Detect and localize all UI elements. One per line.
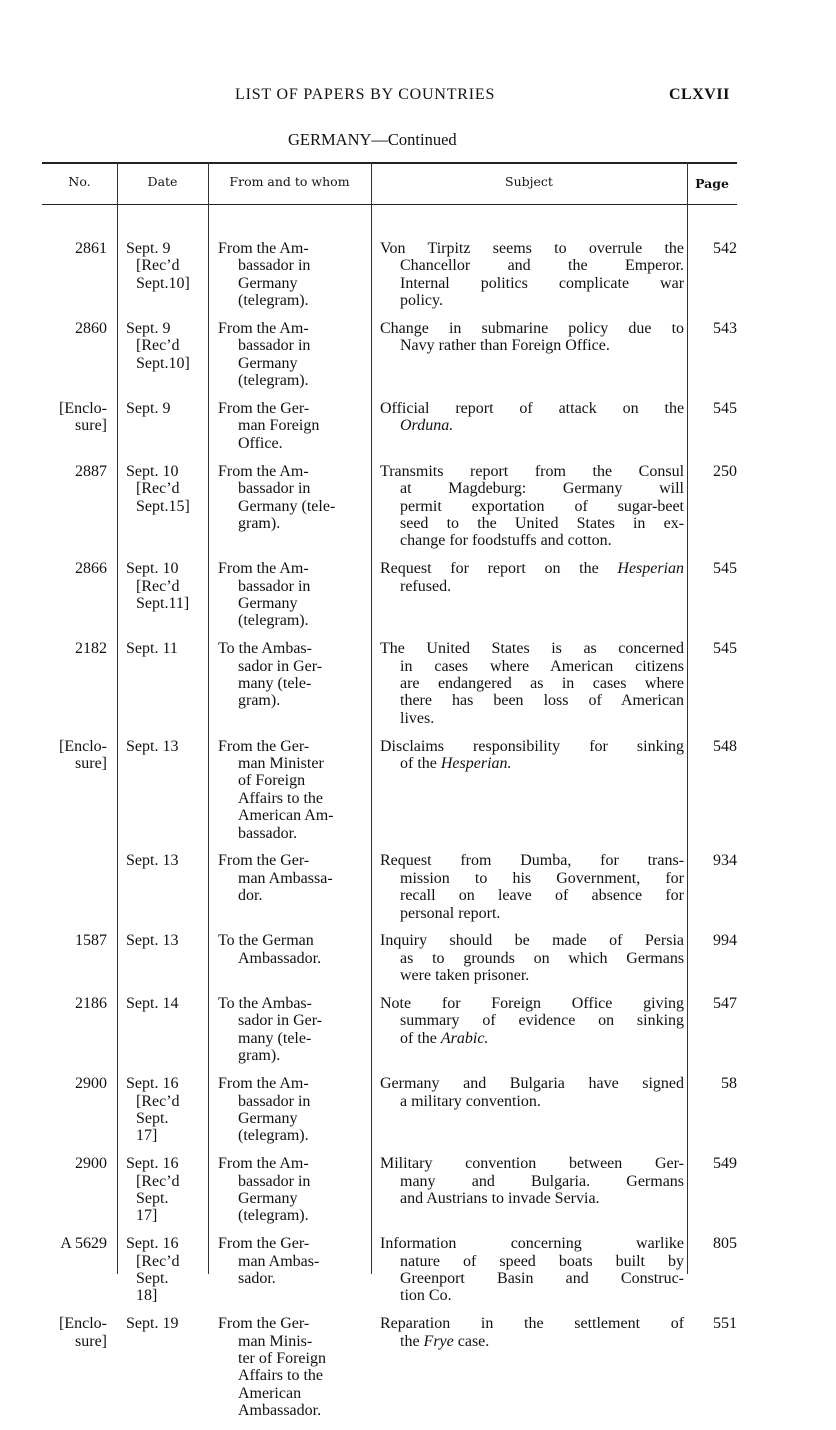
cell-from-line: American (238, 1384, 302, 1402)
cell-subject (380, 1075, 684, 1110)
page-header (0, 86, 836, 110)
cell-date (126, 463, 208, 515)
cell-date-line: Sept. (136, 1269, 169, 1287)
cell-page: 934 (713, 852, 737, 870)
column-header-subject: Subject (505, 174, 553, 189)
cell-subject (380, 560, 684, 595)
cell-from (218, 995, 368, 1065)
cell-date (126, 640, 208, 657)
cell-no (42, 560, 107, 577)
cell-from (218, 400, 368, 452)
cell-date (126, 560, 208, 612)
cell-from-line: From the Ger- (218, 1235, 310, 1253)
table-body (42, 240, 737, 1430)
cell-date-line: [Rec’d (136, 480, 180, 498)
cell-date-line: Sept. 13 (126, 737, 179, 755)
cell-date-line: Sept. 9 (126, 320, 171, 338)
table-row (42, 640, 737, 737)
cell-no-line: 2860 (75, 320, 107, 338)
cell-subject-line: mission to his Government, for (400, 869, 684, 887)
cell-date-line: Sept. 19 (126, 1315, 179, 1333)
cell-from (218, 738, 368, 842)
cell-no-line: [Enclo- (59, 737, 107, 755)
cell-date (126, 400, 208, 417)
cell-subject-line: Official report of attack on the (380, 400, 685, 418)
cell-subject-line: Reparation in the settlement of (380, 1315, 685, 1333)
cell-from-line: Office. (238, 434, 283, 452)
cell-subject-line: Orduna. (400, 417, 454, 435)
cell-from-line: (telegram). (238, 612, 309, 630)
cell-date-line: Sept. 16 (126, 1155, 179, 1173)
cell-subject-line: Request from Dumba, for trans- (380, 852, 685, 870)
table-top-rule (42, 162, 737, 164)
cell-subject-line: were taken prisoner. (400, 967, 530, 985)
cell-date (126, 1155, 208, 1225)
cell-no (42, 932, 107, 949)
cell-date (126, 1235, 208, 1305)
cell-from (218, 1315, 368, 1419)
cell-date-line: Sept. 11 (126, 640, 178, 658)
cell-from-line: man Minister (238, 755, 324, 772)
cell-from-line: Germany (238, 1189, 298, 1207)
cell-date-line: [Rec’d (136, 1092, 180, 1110)
table-row (42, 1315, 737, 1430)
cell-no (42, 400, 107, 435)
table-row (42, 932, 737, 995)
cell-from-line: From the Am- (218, 1155, 309, 1173)
cell-subject-line: policy. (400, 292, 443, 310)
cell-from-line: From the Ger- (218, 1315, 310, 1333)
cell-date-line: Sept. 9 (126, 400, 171, 418)
cell-subject-line: in cases where American citizens (400, 657, 685, 675)
cell-date-line: 17] (136, 1207, 158, 1225)
cell-date-line: 18] (136, 1287, 158, 1305)
cell-date-line: Sept. 16 (126, 1075, 179, 1093)
cell-date (126, 240, 208, 292)
table-row (42, 1235, 737, 1315)
cell-subject-line: Transmits report from the Consul (380, 462, 685, 480)
cell-subject-line: at Magdeburg: Germany will (400, 480, 684, 498)
cell-from (218, 560, 368, 630)
cell-subject-line: Change in submarine policy due to (380, 320, 685, 338)
cell-subject (380, 640, 684, 727)
cell-subject-line: Military convention between Ger- (380, 1155, 684, 1173)
cell-from-line: Germany (238, 354, 298, 372)
running-title: LIST OF PAPERS BY COUNTRIES (235, 86, 496, 103)
cell-from-line: From the Am- (218, 1075, 309, 1093)
cell-from-line: Germany (238, 594, 298, 612)
cell-no (42, 995, 107, 1012)
cell-from-line: dor. (238, 887, 263, 905)
cell-page: 549 (713, 1155, 737, 1173)
cell-subject-line: recall on leave of absence for (400, 887, 684, 905)
table-row (42, 463, 737, 560)
column-header-from: From and to whom (229, 174, 350, 189)
cell-no-line: 2186 (75, 995, 107, 1013)
cell-date-line: Sept. 13 (126, 932, 179, 950)
cell-from-line: Germany (238, 1109, 298, 1127)
cell-subject-line: summary of evidence on sinking (400, 1012, 685, 1030)
cell-page: 542 (713, 240, 737, 257)
cell-page: 58 (721, 1075, 737, 1093)
cell-from-line: sador in Ger- (238, 1012, 323, 1030)
cell-from-line: From the Ger- (218, 400, 310, 418)
cell-from-line: (telegram). (238, 1207, 309, 1225)
cell-date-line: [Rec’d (136, 1172, 180, 1190)
cell-subject-line: personal report. (400, 904, 501, 922)
cell-no-line: 2887 (75, 462, 107, 480)
section-title: GERMANY—Continued (288, 130, 457, 149)
cell-subject-line: there has been loss of American (400, 692, 685, 710)
cell-no-line: sure] (75, 755, 107, 772)
cell-date (126, 1315, 208, 1332)
cell-no-line: [Enclo- (59, 1315, 107, 1333)
cell-subject-line: permit exportation of sugar-beet (400, 497, 684, 515)
table-row (42, 995, 737, 1075)
cell-subject (380, 400, 684, 435)
cell-subject-line: are endangered as in cases where (400, 674, 685, 692)
cell-from-line: ter of Foreign (238, 1350, 326, 1368)
cell-page: 545 (713, 640, 737, 658)
cell-date-line: Sept. 14 (126, 995, 179, 1013)
cell-date-line: Sept. (136, 1189, 169, 1207)
cell-no (42, 738, 107, 773)
cell-subject-line: Note for Foreign Office giving (380, 995, 685, 1013)
cell-date-line: Sept. 10 (126, 560, 179, 578)
cell-subject-line: The United States is as concerned (380, 640, 685, 658)
column-header-date: Date (147, 174, 178, 189)
table-row (42, 1075, 737, 1155)
cell-from (218, 932, 368, 967)
cell-date-line: Sept.15] (136, 497, 190, 515)
cell-no-line: 2900 (75, 1075, 107, 1093)
cell-from-line: From the Ger- (218, 737, 310, 755)
cell-subject-line: lives. (400, 709, 435, 727)
cell-no-line: A 5629 (60, 1235, 107, 1253)
cell-from-line: To the German (218, 932, 314, 950)
cell-from-line: bassador in (238, 1092, 311, 1110)
cell-from-line: From the Ger- (218, 852, 310, 870)
cell-subject-line: Germany and Bulgaria have signed (380, 1075, 685, 1093)
cell-date (126, 995, 208, 1012)
cell-date (126, 932, 208, 949)
papers-table (42, 162, 737, 1420)
cell-date-line: [Rec’d (136, 1252, 180, 1270)
cell-from-line: sador. (238, 1269, 276, 1287)
cell-subject (380, 320, 684, 355)
table-row (42, 400, 737, 463)
cell-subject-line: Von Tirpitz seems to overrule the (380, 240, 685, 257)
cell-from-line: gram). (238, 1047, 281, 1065)
table-row (42, 240, 737, 320)
cell-subject (380, 932, 684, 984)
column-header-no: No. (68, 174, 91, 189)
cell-subject-line: tion Co. (400, 1287, 452, 1305)
cell-subject-line: many and Bulgaria. Germans (400, 1172, 685, 1190)
cell-no (42, 463, 107, 480)
cell-page: 545 (713, 400, 737, 418)
cell-subject-line: as to grounds on which Germans (400, 949, 685, 967)
cell-subject-line: Internal politics complicate war (400, 274, 685, 292)
cell-date-line: [Rec’d (136, 257, 180, 275)
cell-subject (380, 1315, 684, 1350)
cell-from-line: bassador. (238, 824, 298, 842)
cell-from-line: gram). (238, 692, 281, 710)
cell-from-line: From the Am- (218, 462, 309, 480)
cell-from (218, 1075, 368, 1145)
cell-page: 547 (713, 995, 737, 1013)
cell-from-line: man Ambassa- (238, 869, 333, 887)
cell-date-line: Sept. 16 (126, 1235, 179, 1253)
cell-subject-line: Chancellor and the Emperor. (400, 257, 685, 275)
cell-from-line: Ambassador. (238, 949, 322, 967)
cell-from-line: Affairs to the (238, 1367, 324, 1385)
cell-subject-line: Information concerning warlike (380, 1235, 685, 1253)
cell-no-line: 1587 (75, 932, 107, 950)
cell-subject-line: change for foodstuffs and cotton. (400, 532, 612, 550)
cell-subject-line: of the Hesperian. (400, 755, 512, 772)
cell-date (126, 320, 208, 372)
cell-from-line: sador in Ger- (238, 657, 323, 675)
cell-subject-line: Request for report on the Hesperian (380, 560, 685, 578)
cell-from-line: From the Am- (218, 560, 309, 578)
cell-no-line: sure] (75, 1332, 107, 1350)
cell-from-line: From the Am- (218, 240, 309, 257)
column-header-page: Page (695, 176, 729, 191)
table-row (42, 560, 737, 640)
cell-subject-line: of the Arabic. (400, 1029, 489, 1047)
cell-page: 250 (713, 462, 737, 480)
table-row (42, 320, 737, 400)
cell-no-line: 2861 (75, 240, 107, 257)
cell-from-line: Germany (tele- (238, 497, 336, 515)
cell-no (42, 1315, 107, 1350)
cell-no (42, 1235, 107, 1252)
cell-subject-line: a military convention. (400, 1092, 541, 1110)
cell-no (42, 1075, 107, 1092)
cell-from-line: American Am- (238, 807, 334, 825)
table-header-rule (42, 204, 737, 205)
cell-subject-line: seed to the United States in ex- (400, 514, 685, 532)
cell-from (218, 852, 368, 904)
cell-no (42, 240, 107, 257)
cell-from-line: many (tele- (238, 1029, 312, 1047)
cell-subject (380, 240, 684, 310)
cell-from (218, 463, 368, 533)
cell-subject-line: Navy rather than Foreign Office. (400, 337, 610, 355)
cell-date-line: Sept.10] (136, 354, 190, 372)
cell-from-line: From the Am- (218, 320, 309, 338)
cell-subject (380, 463, 684, 550)
cell-page: 994 (713, 932, 737, 950)
cell-from-line: Germany (238, 274, 298, 292)
cell-from-line: gram). (238, 514, 281, 532)
cell-page: 551 (713, 1315, 737, 1333)
cell-from (218, 240, 368, 310)
cell-subject-line: the Frye case. (400, 1332, 490, 1350)
cell-from-line: many (tele- (238, 674, 312, 692)
cell-no (42, 1155, 107, 1172)
cell-date (126, 852, 208, 869)
cell-from-line: To the Ambas- (218, 995, 312, 1013)
cell-subject-line: Inquiry should be made of Persia (380, 932, 685, 950)
cell-from-line: (telegram). (238, 292, 309, 310)
cell-page: 543 (713, 320, 737, 338)
table-row (42, 738, 737, 853)
cell-date-line: Sept.10] (136, 274, 190, 292)
cell-from (218, 320, 368, 390)
cell-subject-line: Greenport Basin and Construc- (400, 1269, 684, 1287)
cell-subject (380, 852, 684, 922)
cell-subject (380, 738, 684, 773)
cell-date-line: Sept. (136, 1109, 169, 1127)
cell-date-line: Sept.11] (136, 594, 190, 612)
cell-from-line: (telegram). (238, 1127, 309, 1145)
cell-from-line: man Ambas- (238, 1252, 320, 1270)
cell-subject (380, 995, 684, 1047)
cell-from-line: bassador in (238, 480, 311, 498)
cell-page: 548 (713, 737, 737, 755)
cell-from-line: man Minis- (238, 1332, 313, 1350)
cell-from (218, 1235, 368, 1287)
cell-date-line: Sept. 9 (126, 240, 171, 257)
cell-from-line: bassador in (238, 1172, 311, 1190)
cell-date-line: 17] (136, 1127, 158, 1145)
cell-from-line: of Foreign (238, 772, 306, 790)
cell-no-line: 2900 (75, 1155, 107, 1173)
cell-subject (380, 1155, 684, 1207)
cell-from (218, 1155, 368, 1225)
cell-subject-line: Disclaims responsibility for sinking (380, 737, 685, 755)
cell-from-line: bassador in (238, 577, 311, 595)
cell-date-line: [Rec’d (136, 577, 180, 595)
cell-date (126, 738, 208, 755)
cell-subject-line: refused. (400, 577, 452, 595)
cell-date-line: Sept. 10 (126, 462, 179, 480)
cell-from-line: bassador in (238, 337, 311, 355)
cell-no (42, 640, 107, 657)
cell-from-line: (telegram). (238, 372, 309, 390)
cell-from-line: Affairs to the (238, 789, 324, 807)
cell-date-line: [Rec’d (136, 337, 180, 355)
cell-subject-line: nature of speed boats built by (400, 1252, 685, 1270)
cell-from (218, 640, 368, 710)
cell-page: 805 (713, 1235, 737, 1253)
cell-date (126, 1075, 208, 1145)
cell-subject (380, 1235, 684, 1305)
cell-from-line: Ambassador. (238, 1402, 322, 1420)
table-row (42, 852, 737, 932)
cell-page: 545 (713, 560, 737, 578)
cell-no-line: 2866 (75, 560, 107, 578)
cell-date-line: Sept. 13 (126, 852, 179, 870)
cell-no-line: sure] (75, 417, 107, 435)
cell-no-line: [Enclo- (59, 400, 107, 418)
cell-no (42, 320, 107, 337)
cell-from-line: To the Ambas- (218, 640, 312, 658)
cell-no-line: 2182 (75, 640, 107, 658)
cell-subject-line: and Austrians to invade Servia. (400, 1189, 600, 1207)
table-row (42, 1155, 737, 1235)
page-number: CLXVII (669, 86, 730, 103)
cell-from-line: man Foreign (238, 417, 320, 435)
cell-from-line: bassador in (238, 257, 311, 275)
